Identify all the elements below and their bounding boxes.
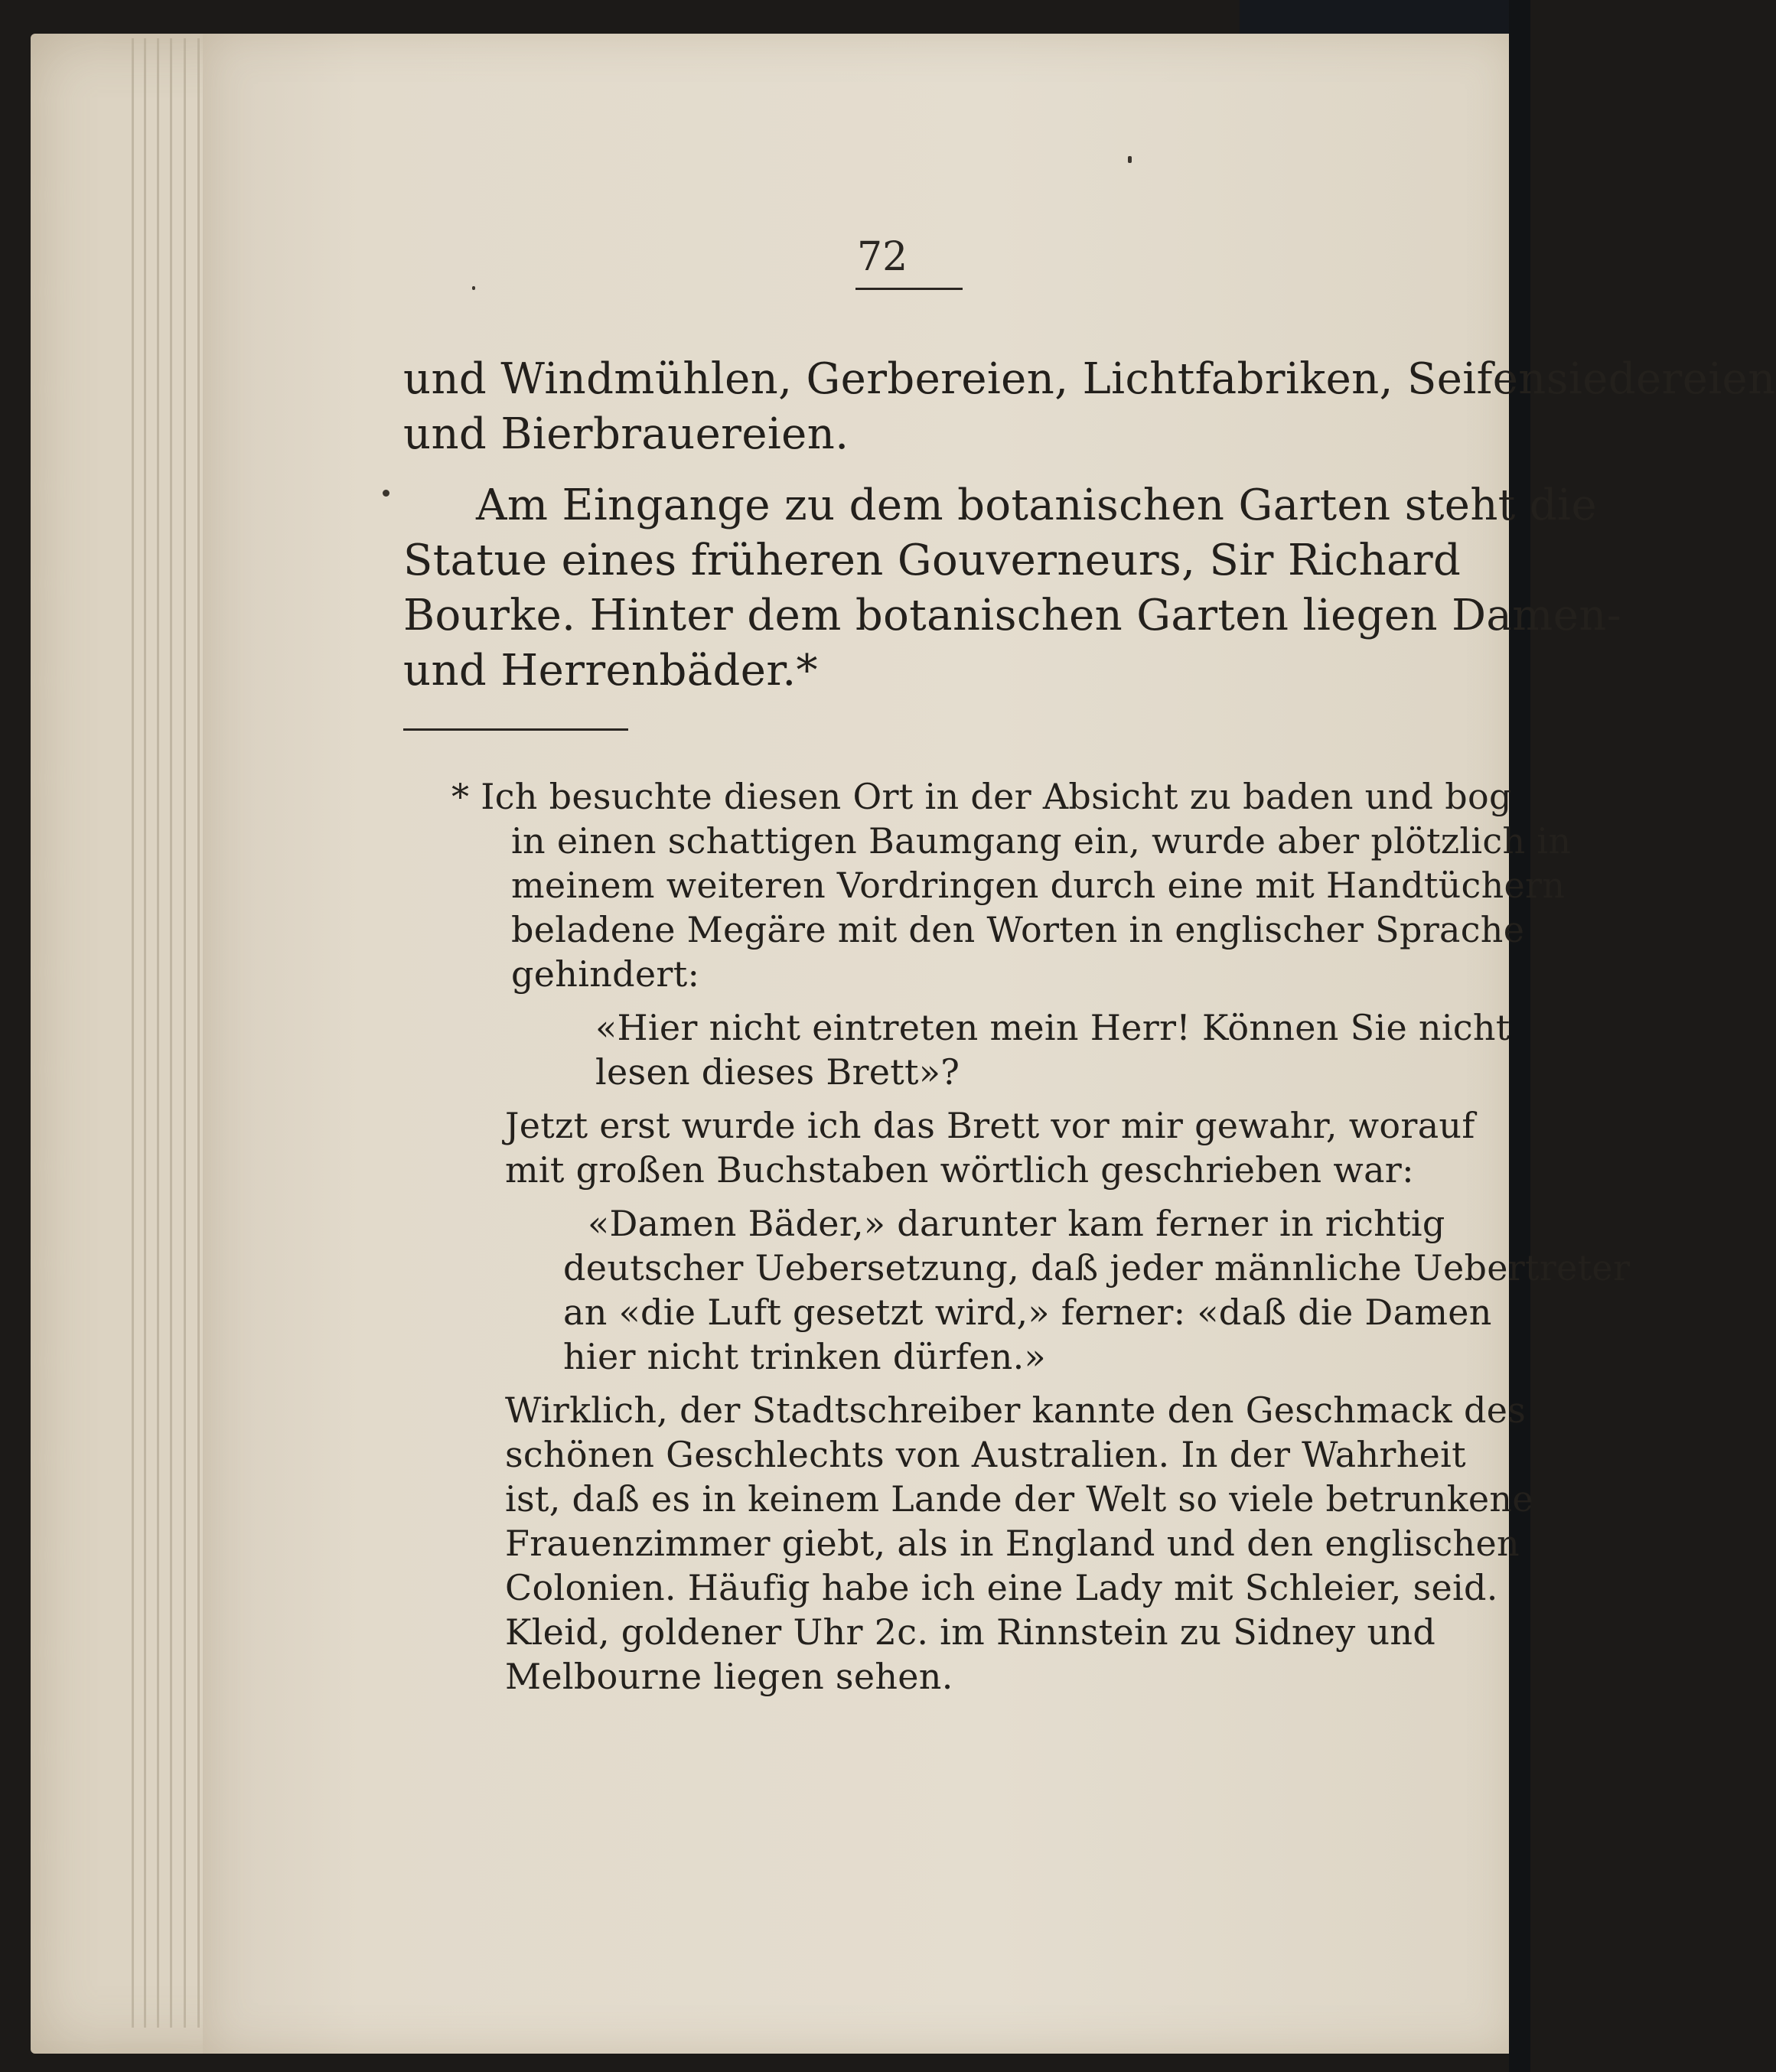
text-line: und Windmühlen, Gerbereien, Lichtfabriken, Seifensiedereien	[403, 354, 1776, 404]
footnote-line: Jetzt erst wurde ich das Brett vor mir gewahr, worauf	[505, 1105, 1475, 1146]
quote-line: hier nicht trinken dürfen.»	[563, 1336, 1046, 1377]
footnote-line: mit großen Buchstaben wörtlich geschrieben war:	[505, 1149, 1414, 1191]
footnote-line: Colonien. Häufig habe ich eine Lady mit Schleier, seid.	[505, 1567, 1498, 1608]
page-edge	[170, 38, 172, 2028]
text-line: und Bierbrauereien.	[403, 409, 849, 459]
paper-speck	[383, 490, 389, 497]
page-edge	[132, 38, 134, 2028]
footnote-line: * Ich besuchte diesen Ort in der Absicht zu baden und bog	[451, 776, 1512, 817]
text-line: Am Eingange zu dem botanischen Garten steht die	[476, 481, 1598, 530]
page-number-rule	[855, 288, 963, 290]
quote-line: deutscher Uebersetzung, daß jeder männliche Uebertreter	[563, 1247, 1631, 1288]
page-edge	[157, 38, 159, 2028]
footnote-line: Melbourne liegen sehen.	[505, 1656, 953, 1697]
text-line: und Herrenbäder.*	[403, 646, 818, 696]
quote-line: «Hier nicht eintreten mein Herr! Können Sie nicht	[595, 1007, 1510, 1048]
quote-line: lesen dieses Brett»?	[595, 1051, 960, 1093]
paper-speck	[1128, 156, 1132, 163]
text-line: Statue eines früheren Gouverneurs, Sir Richard	[403, 536, 1462, 585]
footnote-line: in einen schattigen Baumgang ein, wurde aber plötzlich in	[511, 820, 1572, 862]
footnote-line: gehindert:	[511, 953, 700, 995]
text-line: Bourke. Hinter dem botanischen Garten liegen Damen-	[403, 591, 1622, 640]
scanner-edge	[1509, 0, 1530, 2072]
footnote-line: meinem weiteren Vordringen durch eine mit Handtüchern	[511, 865, 1566, 906]
quote-line: «Damen Bäder,» darunter kam ferner in richtig	[588, 1203, 1445, 1244]
footnote-line: ist, daß es in keinem Lande der Welt so viele betrunkene	[505, 1478, 1533, 1520]
page-edge	[144, 38, 146, 2028]
paper-speck	[472, 286, 475, 290]
footnote-line: Wirklich, der Stadtschreiber kannte den Geschmack des	[505, 1389, 1527, 1431]
page-edge	[197, 38, 200, 2028]
page-number: 72	[857, 234, 908, 280]
footnote-line: Frauenzimmer giebt, als in England und den englischen	[505, 1523, 1520, 1564]
footnote-line: Kleid, goldener Uhr 2c. im Rinnstein zu Sidney und	[505, 1611, 1436, 1653]
footnote-line: beladene Megäre mit den Worten in englischer Sprache	[511, 909, 1525, 950]
quote-line: an «die Luft gesetzt wird,» ferner: «daß die Damen	[563, 1292, 1492, 1333]
footnote-line: schönen Geschlechts von Australien. In der Wahrheit	[505, 1434, 1466, 1475]
footnote-separator	[403, 728, 628, 731]
page-edge	[184, 38, 186, 2028]
